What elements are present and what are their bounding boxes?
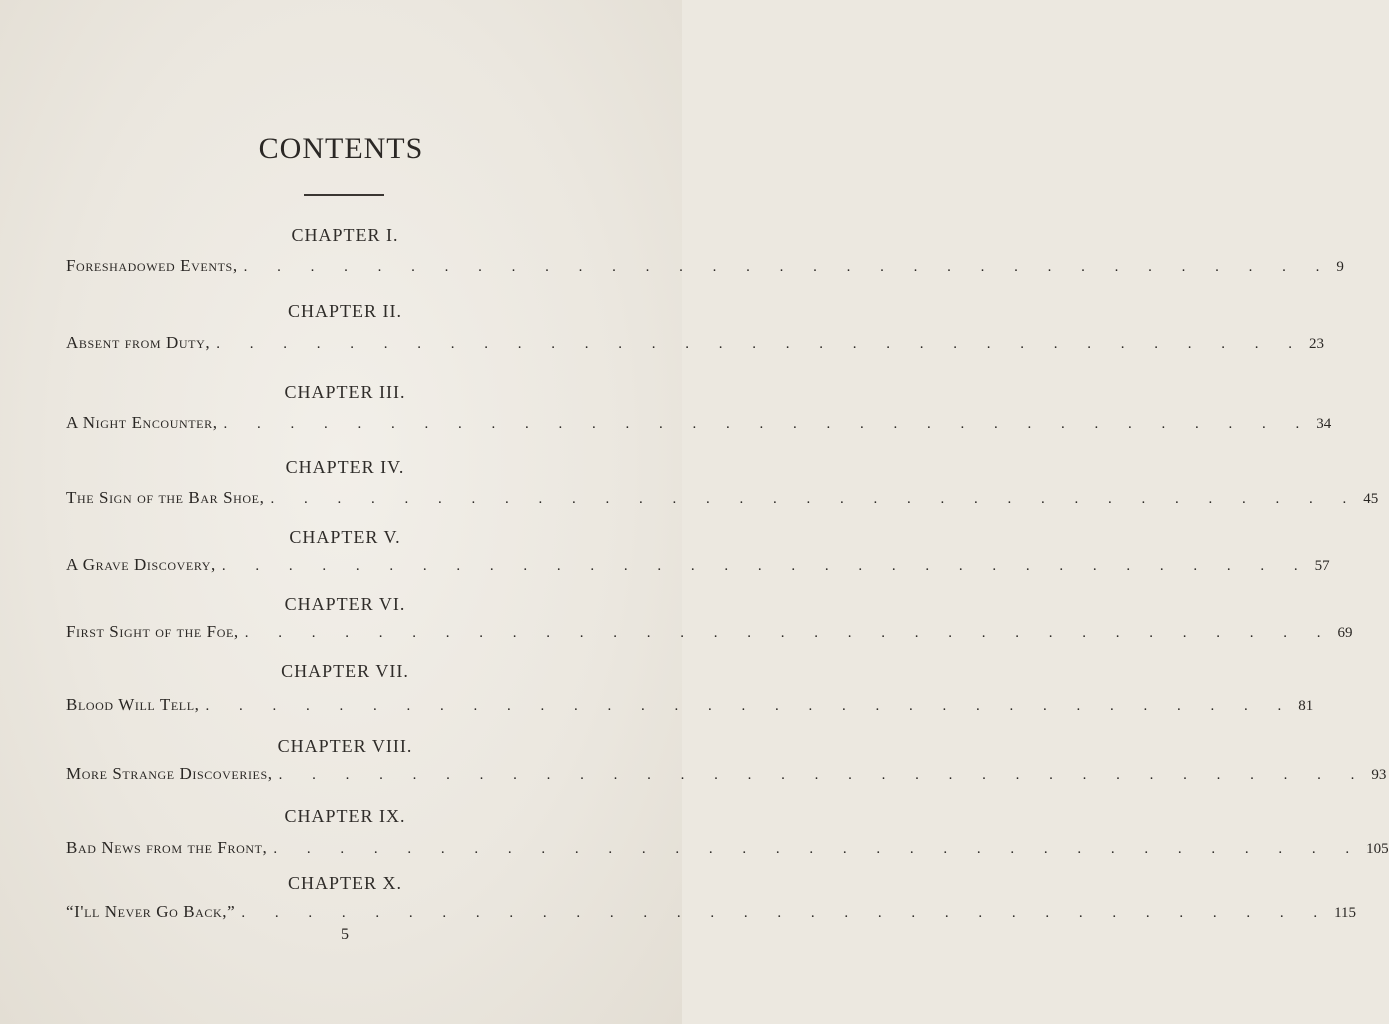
toc-entry-page: 45 <box>1363 491 1379 507</box>
chapter-heading: CHAPTER II. <box>288 301 402 321</box>
toc-entry <box>66 333 1324 359</box>
toc-entry-page: 81 <box>1298 698 1314 714</box>
page-number: 5 <box>341 926 349 943</box>
toc-entry-title: More Strange Discoveries, <box>66 764 273 783</box>
dot-leader: . . . . . . . . . . . . . . . . . . . . . . . . . . . . . . . . . <box>223 416 1313 432</box>
page-title: CONTENTS <box>258 132 424 165</box>
toc-entry-page: 34 <box>1316 416 1332 432</box>
dot-leader: . . . . . . . . . . . . . . . . . . . . . . . . . . . . . . . . . <box>221 558 1311 574</box>
toc-entry-page: 105 <box>1366 841 1389 857</box>
toc-entry <box>66 555 1330 581</box>
toc-entry <box>66 256 1344 282</box>
toc-entry-title: First Sight of the Foe, <box>66 622 239 641</box>
dot-leader: . . . . . . . . . . . . . . . . . . . . . . . . . . . . . . . . . <box>243 259 1333 275</box>
toc-entry <box>66 764 1387 790</box>
chapter-heading: CHAPTER V. <box>289 527 401 547</box>
title-rule <box>304 194 384 196</box>
dot-leader: . . . . . . . . . . . . . . . . . . . . . . . . . . . . . . . . . <box>273 841 1363 857</box>
toc-entry <box>66 902 1357 928</box>
chapter-heading: CHAPTER III. <box>284 382 406 402</box>
toc-entry-title: A Grave Discovery, <box>66 555 216 574</box>
toc-entry-title: A Night Encounter, <box>66 413 218 432</box>
chapter-heading: CHAPTER VII. <box>281 661 409 681</box>
toc-entry <box>66 413 1332 439</box>
dot-leader: . . . . . . . . . . . . . . . . . . . . . . . . . . . . . . . . . <box>216 336 1305 352</box>
toc-entry-title: Foreshadowed Events, <box>66 256 238 275</box>
dot-leader: . . . . . . . . . . . . . . . . . . . . . . . . . . . . . . . . . <box>244 625 1334 641</box>
chapter-heading: CHAPTER VI. <box>284 594 406 614</box>
dot-leader: . . . . . . . . . . . . . . . . . . . . . . . . . . . . . . . . . <box>241 905 1331 921</box>
toc-entry-title: Blood Will Tell, <box>66 695 200 714</box>
chapter-heading: CHAPTER IX. <box>284 806 406 826</box>
toc-entry-page: 69 <box>1337 625 1353 641</box>
toc-entry-page: 57 <box>1314 558 1330 574</box>
dot-leader: . . . . . . . . . . . . . . . . . . . . . . . . . . . . . . . . . <box>278 767 1368 783</box>
toc-entry-page: 9 <box>1336 259 1344 275</box>
toc-entry-page: 93 <box>1371 767 1387 783</box>
toc-entry <box>66 622 1353 648</box>
toc-entry-title: Bad News from the Front, <box>66 838 268 857</box>
toc-entry <box>66 695 1314 721</box>
chapter-heading: CHAPTER VIII. <box>277 736 413 756</box>
dot-leader: . . . . . . . . . . . . . . . . . . . . . . . . . . . . . . . . . <box>270 491 1360 507</box>
dot-leader: . . . . . . . . . . . . . . . . . . . . . . . . . . . . . . . . . <box>205 698 1295 714</box>
chapter-heading: CHAPTER IV. <box>285 457 405 477</box>
toc-entry-page: 23 <box>1308 336 1324 352</box>
chapter-heading: CHAPTER I. <box>291 225 399 245</box>
toc-entry-title: “I'll Never Go Back,” <box>66 902 236 921</box>
toc-entry-title: The Sign of the Bar Shoe, <box>66 488 265 507</box>
chapter-heading: CHAPTER X. <box>287 873 402 893</box>
toc-entry <box>66 838 1389 864</box>
toc-entry-page: 115 <box>1334 905 1357 921</box>
toc-entry <box>66 488 1379 514</box>
toc-entry-title: Absent from Duty, <box>66 333 211 352</box>
